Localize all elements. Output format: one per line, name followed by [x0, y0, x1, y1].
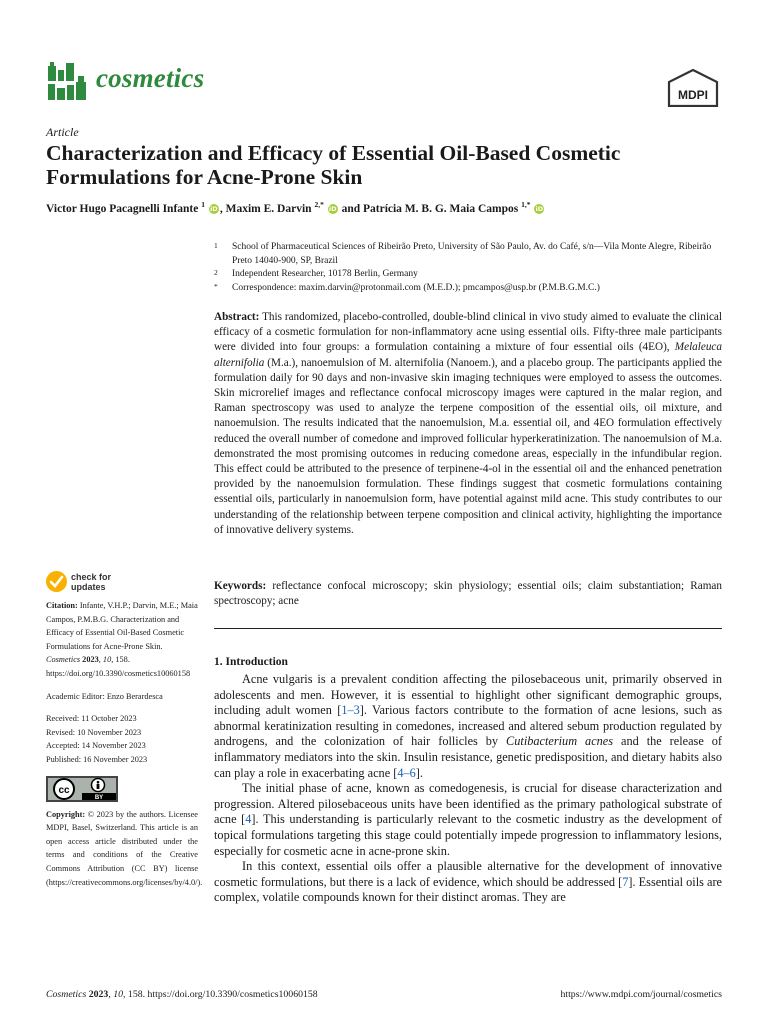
- mdpi-logo-icon: [667, 69, 719, 107]
- correspondence: [214, 282, 724, 296]
- date-accepted: Accepted: 14 November 2023: [46, 741, 146, 751]
- date-received: Received: 11 October 2023: [46, 714, 137, 724]
- author-list: [46, 200, 726, 215]
- affiliation-mark: *: [214, 281, 218, 291]
- affiliation-mark: 1: [214, 241, 218, 250]
- species-name: Melaleuca alternifolia: [214, 341, 722, 369]
- article-title: Characterization and Efficacy of Essential Oil-Based Cosmetic Formulations for Acne-Prone Skin: [46, 141, 621, 189]
- section-heading: 1. Introduction: [214, 656, 288, 668]
- paragraph-text: In this context, essential oils offer a plausible alternative for the development of innovative cosmetic formulations, but there is a lack of evidence, which should be addressed [: [214, 859, 722, 889]
- citation-link[interactable]: 7: [622, 874, 629, 889]
- orcid-icon[interactable]: iD: [535, 204, 544, 213]
- check-updates-line1: check for: [71, 572, 112, 582]
- orcid-icon[interactable]: iD: [210, 204, 218, 213]
- paragraph: [214, 781, 722, 859]
- citation-year: 2023: [80, 655, 99, 665]
- svg-text:BY: BY: [94, 794, 104, 801]
- footer-journal-url[interactable]: https://www.mdpi.com/journal/cosmetics: [560, 989, 722, 1000]
- abstract-text: This randomized, placebo-controlled, double-blind clinical in vivo study aimed to evaluate the clinical efficacy of a cosmetic formulation for non-inflammatory acne using essential oils. Fifty-three male participants were divided into four groups: a formulation containing a mixture of four essential oils (4EO),: [214, 311, 722, 354]
- citation-block: [46, 599, 198, 681]
- author-affiliation-mark: 2,*: [314, 200, 324, 209]
- author-name[interactable]: Victor Hugo Pacagnelli Infante: [46, 202, 199, 215]
- paragraph: [214, 859, 722, 906]
- paragraph-text: ]. Various factors contribute to the formation of acne lesions, such as abnormal keratinization resulting in comedones, increased and altered sebum production regulated by androgens, and the colonization of hair follicles by: [214, 703, 722, 749]
- svg-text:cc: cc: [58, 784, 70, 796]
- check-updates-line2: updates: [71, 581, 106, 592]
- citation-text: Infante, V.H.P.; Darvin, M.E.; Maia Campos, P.M.B.G. Characterization and Efficacy of Essential Oil-Based Cosmetic Formulations for Acne-Prone Skin.: [46, 601, 198, 651]
- cc-by-license-icon[interactable]: [46, 776, 118, 802]
- article-type: Article: [46, 125, 79, 139]
- article-info-sidebar: [46, 599, 203, 889]
- citation-label: Citation:: [46, 601, 78, 610]
- citation-journal: Cosmetics: [46, 655, 81, 665]
- footer-journal: Cosmetics: [46, 989, 87, 1000]
- author-name[interactable]: Patrícia M. B. G. Maia Campos: [362, 202, 519, 215]
- copyright-text: © 2023 by the authors. Licensee MDPI, Basel, Switzerland. This article is an open access article distributed under the terms and conditions of the Creative Commons Attribution (CC BY) license (https://creativecommons.org/licenses/by/4.0/).: [46, 809, 203, 887]
- affiliation: [214, 268, 724, 282]
- affiliation-mark: 2: [214, 268, 218, 277]
- check-updates-icon: [46, 571, 67, 592]
- species-name: Cutibacterium acnes: [506, 734, 614, 749]
- date-revised: Revised: 10 November 2023: [46, 727, 142, 737]
- footer-doi[interactable]: , 158. https://doi.org/10.3390/cosmetics10060158: [123, 989, 318, 1000]
- citation-volume: , 10: [98, 655, 112, 665]
- footer-volume: , 10: [108, 989, 124, 1000]
- paragraph-text: The initial phase of acne, known as comedogenesis, is crucial for disease characterization and progression. Altered pilosebaceous units have been identified as the primary pathological substrate of acne [: [214, 781, 722, 827]
- keywords: [214, 579, 722, 609]
- author-affiliation-mark: 1,*: [521, 200, 531, 209]
- check-updates-label: [71, 573, 111, 592]
- footer-citation: [46, 989, 318, 1000]
- affiliation: [214, 241, 724, 268]
- paragraph-text: ]. Essential oils are complex, volatile compounds known for their distinct aromas. They are: [214, 874, 722, 905]
- author-name[interactable]: Maxim E. Darvin: [225, 202, 312, 215]
- dates-block: [46, 712, 198, 766]
- svg-text:MDPI: MDPI: [678, 88, 708, 102]
- copyright-label: Copyright:: [46, 809, 86, 819]
- date-published: Published: 16 November 2023: [46, 754, 148, 764]
- abstract-label: Abstract:: [214, 311, 260, 323]
- author-separator: ,: [219, 202, 226, 215]
- section-divider: [214, 628, 722, 629]
- paragraph: [214, 672, 722, 781]
- affiliation-text: Independent Researcher, 10178 Berlin, Germany: [232, 269, 418, 279]
- body-text: [214, 672, 722, 906]
- copyright-notice: [46, 808, 203, 890]
- citation-link[interactable]: 4: [245, 812, 252, 827]
- cosmetics-logo-icon: [46, 60, 88, 102]
- abstract: [214, 310, 722, 538]
- academic-editor: Academic Editor: Enzo Berardesca: [46, 691, 163, 701]
- paragraph-text: Acne vulgaris is a prevalent condition affecting the pilosebaceous unit, primarily observed in adolescents and men. However, it is essential to highlight other significant demographic groups, including adult women [: [214, 672, 722, 718]
- correspondence-text: Correspondence: maxim.darvin@protonmail.com (M.E.D.); pmcampos@usp.br (P.M.B.G.M.C.): [232, 282, 600, 293]
- journal-name: cosmetics: [96, 63, 205, 93]
- author-separator: and: [338, 202, 363, 215]
- paragraph-text: ].: [415, 765, 423, 780]
- keywords-label: Keywords:: [214, 580, 267, 592]
- footer-year: 2023: [86, 989, 109, 1000]
- citation-doi[interactable]: , 158. https://doi.org/10.3390/cosmetics10060158: [46, 655, 191, 678]
- author-affiliation-mark: 1: [201, 200, 205, 209]
- paragraph-text: ]. This understanding is particularly relevant to the cosmetic industry as the development of topical formulations targeting this stage could potentially impede progression to inflammatory lesions, especially for cosmetic acne in acne-prone skin.: [214, 812, 722, 858]
- citation-link[interactable]: 4–6: [397, 765, 416, 780]
- check-updates-badge[interactable]: [46, 571, 176, 597]
- citation-link[interactable]: 1–3: [341, 703, 360, 718]
- keywords-text: reflectance confocal microscopy; skin physiology; essential oils; claim substantiation; Raman spectroscopy; acne: [214, 580, 722, 608]
- affiliation-text: School of Pharmaceutical Sciences of Ribeirão Preto, University of São Paulo, Av. do Café, s/n—Vila Monte Alegre, Ribeirão Preto 14040-900, SP, Brazil: [232, 242, 712, 266]
- orcid-icon[interactable]: iD: [328, 204, 337, 213]
- paragraph-text: and the release of inflammatory mediators into the skin. Insulin resistance, genetic predisposition, and dietary habits also can play a role in exacerbating acne [: [214, 734, 722, 780]
- abstract-text: (M.a.), nanoemulsion of M. alternifolia (Nanoem.), and a placebo group. The participants applied the formulation daily for 90 days and non-invasive skin imaging techniques were employed to assess the outcomes. Skin microrelief images and reflectance confocal microscopy images were captured in the malar region, and Raman spectroscopy was used to analyze the terpene composition of the essential oils, oil mixture, and nanoemulsion. The results indicated that the nanoemulsion, M.a. essential oil, and 4EO formulation effectively reduced the overall number of comedone and improved follicular hyperkeratinization. The nanoemulsion of M.a. demonstrated the most promising outcomes in reducing comedone areas, especially in the infundibular region. This effect could be attributed to the presence of terpinene-4-ol in the essential oil and the enhanced penetration provided by the nanoemulsion formulation. These findings suggest that cosmetic formulations containing essential oils, particularly in nanoemulsion form, have potential against mild acne. This study contributes to our understanding of the relationship between terpene composition and clinical activity, highlighting the importance of innovative delivery systems.: [214, 356, 722, 536]
- affiliations: [214, 241, 724, 295]
